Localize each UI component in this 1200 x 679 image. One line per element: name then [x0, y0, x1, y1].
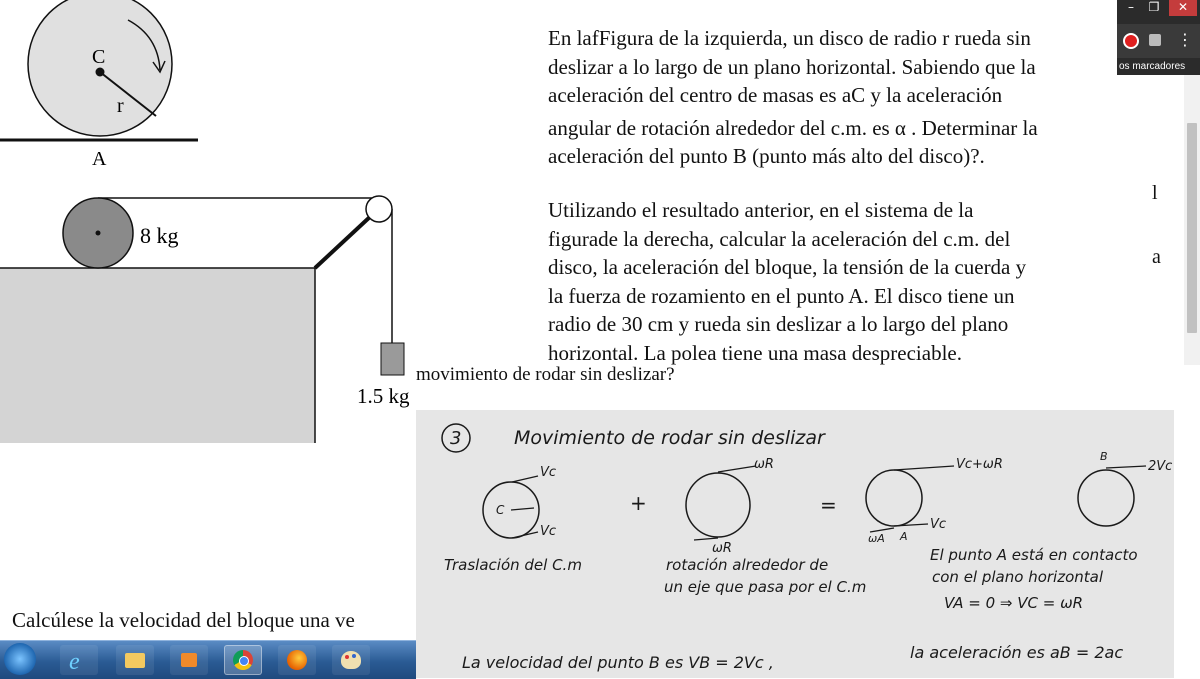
- hand-bottom-velocity: La velocidad del punto B es VB = 2Vc ,: [462, 653, 774, 672]
- problem-1-line-1: En lafFigura de la izquierda, un disco de radio r rueda sin: [548, 26, 1031, 50]
- scrollbar-thumb[interactable]: [1187, 123, 1197, 333]
- hand-vc-top: Vc: [540, 465, 557, 480]
- hand-b-label: B: [1100, 450, 1108, 463]
- chrome-icon[interactable]: [224, 645, 262, 675]
- close-button[interactable]: ✕: [1169, 0, 1197, 16]
- problem-1-line-2: deslizar a lo largo de un plano horizontal. Sabiendo que la: [548, 54, 1036, 79]
- pulley-support: [315, 215, 372, 268]
- extension-puzzle-icon[interactable]: [1149, 34, 1161, 46]
- pulley: [366, 196, 392, 222]
- hand-caption-rotation-1: rotación alrededor de: [666, 556, 829, 574]
- menu-dots-icon[interactable]: ⋮: [1177, 30, 1193, 49]
- bookmarks-bar-label[interactable]: os marcadores: [1119, 61, 1186, 72]
- bottom-question-text: [12, 608, 416, 638]
- problem-1-line-3: aceleración del centro de masas es aC y la aceleración: [548, 83, 1003, 108]
- stray-letter-a: a: [1152, 246, 1161, 268]
- problem-2-line-4: la fuerza de rozamiento en el punto A. El disco tiene un: [548, 283, 1015, 308]
- restore-button[interactable]: ❐: [1148, 0, 1160, 14]
- pulley-system-figure: [0, 175, 418, 445]
- problem-1-line-5: aceleración del punto B (punto más alto del disco)?.: [548, 144, 985, 169]
- hand-c-label: C: [496, 503, 505, 517]
- hand-equals: =: [820, 493, 837, 517]
- hand-wa: ωA: [868, 532, 885, 545]
- problem-2-line-3: disco, la aceleración del bloque, la tensión de la cuerda y: [548, 255, 1027, 280]
- internet-explorer-icon[interactable]: e: [60, 645, 98, 675]
- hand-point-a: A: [900, 530, 908, 543]
- hand-wr-top: ωR: [754, 457, 774, 472]
- handwritten-notes-photo: [416, 410, 1174, 678]
- hand-2vc: 2Vc: [1148, 459, 1173, 474]
- center-label: C: [92, 46, 106, 68]
- bottom-question-line: Calcúlese la velocidad del bloque una ve: [12, 608, 355, 632]
- contact-point-label: A: [92, 148, 107, 170]
- problem-2-line-1: Utilizando el resultado anterior, en el sistema de la: [548, 198, 974, 222]
- minimize-button[interactable]: –: [1128, 0, 1134, 14]
- firefox-icon[interactable]: [278, 645, 316, 675]
- hand-title: Movimiento de rodar sin deslizar: [514, 427, 825, 449]
- windows-taskbar: [0, 640, 416, 679]
- hand-vc-right: Vc: [930, 517, 947, 532]
- hand-plus: +: [630, 491, 647, 515]
- disc-mass-label: 8 kg: [140, 223, 179, 248]
- overlap-question-text: movimiento de rodar sin deslizar?: [416, 364, 675, 385]
- block-mass-label: 1.5 kg: [357, 384, 410, 408]
- problem-2-line-2: figurade la derecha, calcular la aceleración del c.m. del: [548, 226, 1011, 251]
- opera-extension-icon[interactable]: [1123, 33, 1139, 49]
- hand-problem-number: 3: [450, 428, 462, 449]
- hand-caption-rotation-2: un eje que pasa por el C.m: [664, 578, 867, 596]
- paint-icon[interactable]: [332, 645, 370, 675]
- hand-caption-contact-1: El punto A está en contacto: [930, 546, 1138, 564]
- problem-2-text: [548, 196, 1118, 368]
- hanging-block: [381, 343, 404, 375]
- media-player-icon[interactable]: [170, 645, 208, 675]
- disc-figure: [0, 0, 210, 175]
- problem-1-line-4: angular de rotación alrededor del c.m. es α . Determinar la: [548, 115, 1038, 140]
- hand-caption-va-eq: VA = 0 ⇒ VC = ωR: [944, 594, 1084, 612]
- problem-2-line-6: horizontal. La polea tiene una masa despreciable.: [548, 340, 962, 365]
- page-scrollbar[interactable]: [1184, 75, 1200, 365]
- browser-window-fragment: [1117, 0, 1200, 75]
- hand-wr-bottom: ωR: [712, 541, 732, 556]
- radius-label: r: [117, 95, 124, 117]
- table: [0, 268, 315, 443]
- hand-caption-contact-2: con el plano horizontal: [932, 568, 1104, 586]
- stray-letter-l: l: [1152, 182, 1158, 204]
- hand-vc-wr: Vc+ωR: [956, 457, 1003, 472]
- problem-2-line-5: radio de 30 cm y rueda sin deslizar a lo largo del plano: [548, 312, 1009, 337]
- problem-1-text: [548, 24, 1116, 174]
- hand-vc-bottom: Vc: [540, 524, 557, 539]
- start-orb-icon[interactable]: [4, 643, 36, 675]
- hand-bottom-accel: la aceleración es aB = 2ac: [910, 643, 1124, 662]
- hand-caption-translation: Traslación del C.m: [444, 556, 582, 574]
- file-explorer-icon[interactable]: [116, 645, 154, 675]
